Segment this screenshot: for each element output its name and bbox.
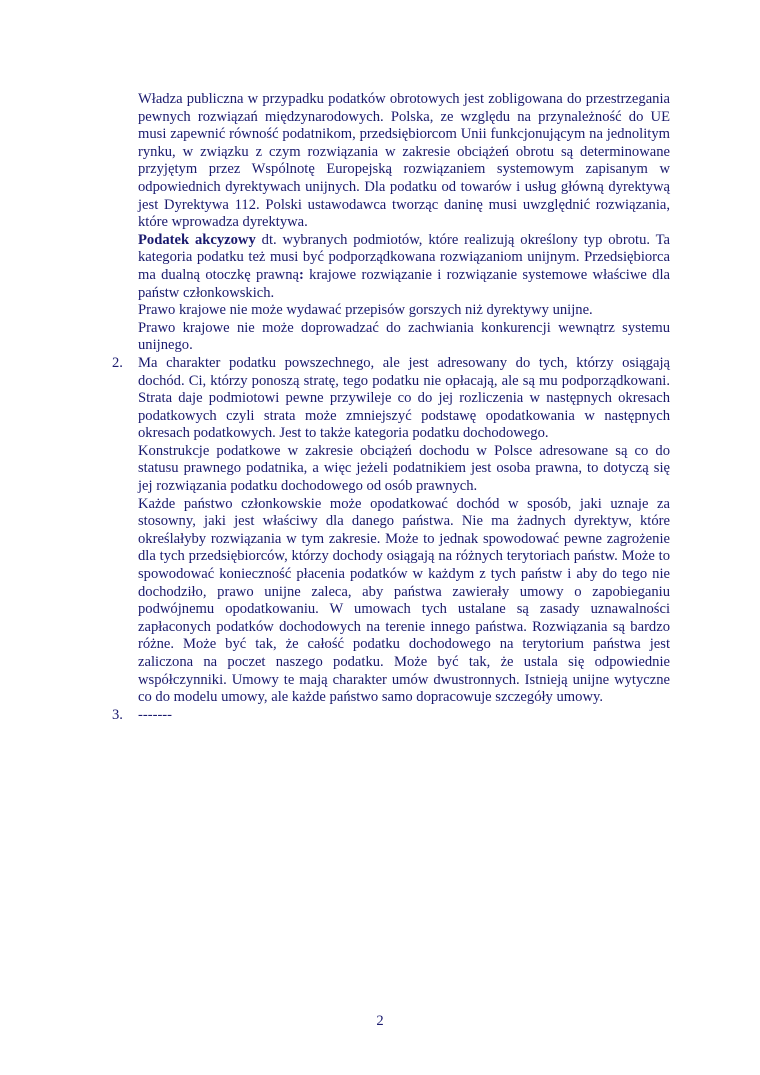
item2-paragraph-3: Każde państwo członkowskie może opodatkować dochód w sposób, jaki uznaje za stosowny, jaki jest właściwy dla danego państwa. Nie ma żadnych dyrektyw, które określałyby rozwiązania w tym zakresie. Może to jednak spowodować pewne zagrożenie dla tych przedsiębiorców, którzy dochody osiągają na różnych terytoriach państw. Może to spowodować konieczność płacenia podatków w każdym z tych państw i aby do tego nie dochodziło, prawo unijne zaleca, aby państwa zawierały umowy o zapobieganiu podwójnemu opodatkowaniu. W umowach tych ustalane są zasady uznawalności zapłaconych podatków dochodowych na terenie innego państwa. Rozwiązania są bardzo różne. Może być tak, że całość podatku dochodowego na terytorium państwa jest zaliczona na poczet naszego podatku. Może być tak, że ustala się odpowiednie współczynniki. Umowy te mają charakter umów dwustronnych. Istnieją unijne wytyczne co do modelu umowy, ale każde państwo samo dopracowuje szczegóły umowy. bbox=[138, 495, 670, 706]
law-line-2: Prawo krajowe nie może doprowadzać do zachwiania konkurencji wewnątrz systemu unijnego. bbox=[138, 319, 670, 354]
list-item-2 bbox=[112, 354, 670, 707]
excise-text: dt. wybranych podmiotów, które realizują określony typ obrotu. Ta kategoria podatku też musi być podporządkowana rozwiązaniom unijnym. Przedsiębiorca ma dualną otoczkę prawną bbox=[138, 231, 670, 283]
page-number: 2 bbox=[376, 1013, 384, 1029]
item2-paragraph-2: Konstrukcje podatkowe w zakresie obciążeń dochodu w Polsce adresowane są co do statusu prawnego podatnika, a więc jeżeli podatnikiem jest osoba prawna, to dotyczą się jej rozwiązania podatku dochodowego od osób prawnych. bbox=[138, 442, 670, 495]
item3-text: ------- bbox=[138, 706, 173, 723]
intro-paragraph: Władza publiczna w przypadku podatków obrotowych jest zobligowana do przestrzegania pewnych rozwiązań międzynarodowych. Polska, ze względu na przynależność do UE musi zapewnić równość podatnikom, przedsiębiorcom Unii funkcjonującym na jednolitym rynku, w związku z czym rozwiązania w zakresie obciążeń obrotu są determinowane przyjętym przez Wspólnotę Europejską rozwiązaniem systemowym zapisanym w odpowiednich dyrektywach unijnych. Dla podatku od towarów i usług główną dyrektywą jest Dyrektywa 112. Polski ustawodawca tworząc daninę musi uwzględnić rozwiązania, które wprowadza dyrektywa. bbox=[138, 91, 670, 231]
excise-colon: : bbox=[298, 266, 304, 283]
excise-term: Podatek akcyzowy bbox=[138, 231, 256, 248]
list-item-3 bbox=[112, 706, 670, 725]
excise-paragraph bbox=[138, 232, 670, 302]
list-number-2: 2. bbox=[112, 354, 123, 371]
law-line-1: Prawo krajowe nie może wydawać przepisów gorszych niż dyrektywy unijne. bbox=[138, 302, 593, 319]
item2-paragraph-1: Ma charakter podatku powszechnego, ale jest adresowany do tych, którzy osiągają dochód. Ci, którzy ponoszą stratę, tego podatku nie opłacają, ale są mu podporządkowani. Strata daje podmiotowi pewne przywileje co do jej rozliczenia w następnych okresach podatkowych czyli strata może zmniejszyć podstawę opodatkowania w następnych okresach podatkowych. Jest to także kategoria podatku dochodowego. bbox=[138, 354, 670, 442]
excise-text-2: krajowe rozwiązanie i rozwiązanie systemowe właściwe dla państw członkowskich. bbox=[138, 266, 670, 301]
list-number-3: 3. bbox=[112, 706, 123, 723]
page-content bbox=[112, 91, 670, 724]
